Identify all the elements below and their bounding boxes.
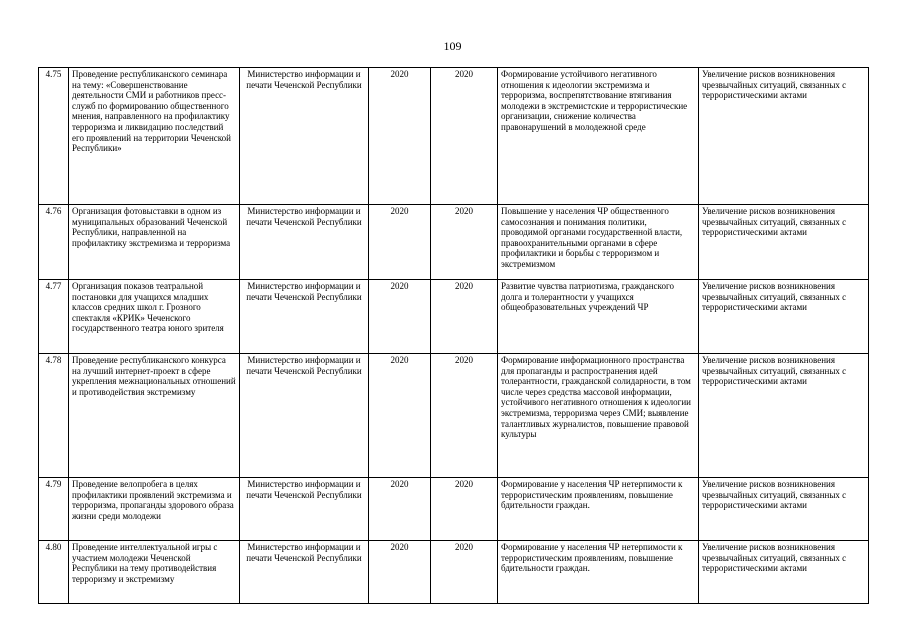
row-number: 4.77 (39, 280, 69, 354)
expected-result: Формирование устойчивого негативного отношения к идеологии экстремизма и терроризма, воспрепятствование втягивания молодежи в экстремистские и террористические организации, снижение количества правонарушений в молодежной среде (498, 68, 699, 205)
measure-title: Проведение республиканского конкурса на лучший интернет-проект в сфере укрепления межнациональных отношений и противодействия экстремизму (69, 354, 240, 478)
start-year: 2020 (369, 205, 431, 280)
measure-title: Проведение республиканского семинара на тему: «Совершенствование деятельности СМИ и работников пресс-служб по формированию общественного мнения, направленного на профилактику терроризма и ликвидацию последствий его проявлений на территории Чеченской Республики» (69, 68, 240, 205)
end-year: 2020 (431, 354, 498, 478)
risk-consequence: Увеличение рисков возникновения чрезвычайных ситуаций, связанных с террористическими актами (699, 541, 869, 604)
start-year: 2020 (369, 280, 431, 354)
table-row (39, 68, 869, 205)
measure-title: Проведение велопробега в целях профилактики проявлений экстремизма и терроризма, пропаганды здорового образа жизни среди молодежи (69, 478, 240, 541)
end-year: 2020 (431, 280, 498, 354)
risk-consequence: Увеличение рисков возникновения чрезвычайных ситуаций, связанных с террористическими актами (699, 354, 869, 478)
table-row (39, 478, 869, 541)
measure-title: Организация фотовыставки в одном из муниципальных образований Чеченской Республики, направленной на профилактику экстремизма и терроризма (69, 205, 240, 280)
expected-result: Формирование информационного пространства для пропаганды и распространения идей толерантности, гражданской солидарности, в том числе через средства массовой информации, устойчивого негативного отношения к идеологии экстремизма, терроризма через СМИ; выявление талантливых журналистов, повышение правовой культуры (498, 354, 699, 478)
responsible-executor: Министерство информации и печати Чеченской Республики (240, 205, 369, 280)
start-year: 2020 (369, 68, 431, 205)
responsible-executor: Министерство информации и печати Чеченской Республики (240, 280, 369, 354)
expected-result: Формирование у населения ЧР нетерпимости к террористическим проявлениям, повышение бдительности граждан. (498, 541, 699, 604)
expected-result: Формирование у населения ЧР нетерпимости к террористическим проявлениям, повышение бдительности граждан. (498, 478, 699, 541)
expected-result: Повышение у населения ЧР общественного самосознания и понимания политики, проводимой органами государственной власти, правоохранительными органами в сфере профилактики и борьбы с терроризмом и экстремизмом (498, 205, 699, 280)
end-year: 2020 (431, 478, 498, 541)
table-row (39, 205, 869, 280)
row-number: 4.80 (39, 541, 69, 604)
responsible-executor: Министерство информации и печати Чеченской Республики (240, 354, 369, 478)
end-year: 2020 (431, 541, 498, 604)
risk-consequence: Увеличение рисков возникновения чрезвычайных ситуаций, связанных с террористическими актами (699, 280, 869, 354)
responsible-executor: Министерство информации и печати Чеченской Республики (240, 541, 369, 604)
risk-consequence: Увеличение рисков возникновения чрезвычайных ситуаций, связанных с террористическими актами (699, 205, 869, 280)
measure-title: Организация показов театральной постановки для учащихся младших классов средних школ г. Грозного спектакля «КРИК» Чеченского государственного театра юного зрителя (69, 280, 240, 354)
responsible-executor: Министерство информации и печати Чеченской Республики (240, 68, 369, 205)
row-number: 4.79 (39, 478, 69, 541)
start-year: 2020 (369, 354, 431, 478)
row-number: 4.78 (39, 354, 69, 478)
start-year: 2020 (369, 478, 431, 541)
table-row (39, 280, 869, 354)
responsible-executor: Министерство информации и печати Чеченской Республики (240, 478, 369, 541)
table-row (39, 541, 869, 604)
end-year: 2020 (431, 205, 498, 280)
row-number: 4.76 (39, 205, 69, 280)
measures-table (38, 67, 869, 604)
row-number: 4.75 (39, 68, 69, 205)
risk-consequence: Увеличение рисков возникновения чрезвычайных ситуаций, связанных с террористическими актами (699, 478, 869, 541)
table-row (39, 354, 869, 478)
page-number: 109 (443, 39, 462, 53)
end-year: 2020 (431, 68, 498, 205)
risk-consequence: Увеличение рисков возникновения чрезвычайных ситуаций, связанных с террористическими актами (699, 68, 869, 205)
expected-result: Развитие чувства патриотизма, гражданского долга и толерантности у учащихся общеобразовательных учреждений ЧР (498, 280, 699, 354)
measure-title: Проведение интеллектуальной игры с участием молодежи Чеченской Республики на тему противодействия терроризму и экстремизму (69, 541, 240, 604)
start-year: 2020 (369, 541, 431, 604)
